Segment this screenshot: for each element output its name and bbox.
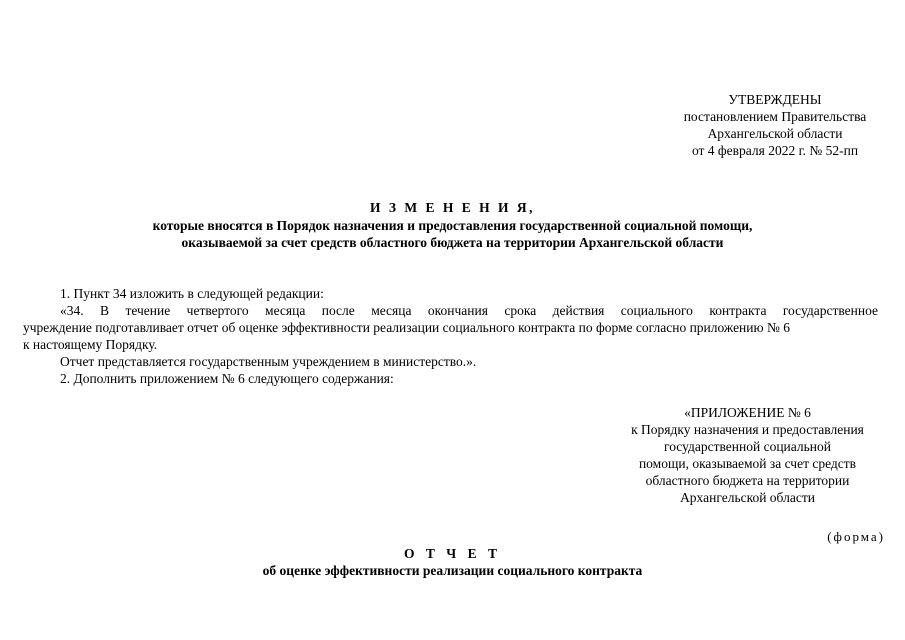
form-label: (форма) xyxy=(827,529,885,544)
changes-subtitle-line: оказываемой за счет средств областного бюджета на территории Архангельской области xyxy=(181,235,724,250)
changes-subtitle-line: которые вносятся в Порядок назначения и предоставления государственной социальной помощи, xyxy=(152,218,753,233)
approved-line: Архангельской области xyxy=(707,126,843,141)
changes-title: И З М Е Н Е Н И Я, xyxy=(369,200,535,215)
approved-heading: УТВЕРЖДЕНЫ xyxy=(728,92,822,107)
appendix-line: областного бюджета на территории xyxy=(645,473,850,488)
appendix-title: «ПРИЛОЖЕНИЕ № 6 xyxy=(684,405,811,420)
item-1: 1. Пункт 34 изложить в следующей редакции: xyxy=(60,286,324,301)
appendix-line: помощи, оказываемой за счет средств xyxy=(638,456,857,471)
appendix-line: к Порядку назначения и предоставления xyxy=(631,422,864,437)
appendix-line: государственной социальной xyxy=(664,439,831,454)
appendix-header xyxy=(600,404,895,506)
report-heading xyxy=(60,545,845,579)
approved-line: постановлением Правительства xyxy=(683,109,867,124)
quote-line: «34. В течение четвертого месяца после месяца окончания срока действия социального контракта государственное xyxy=(60,303,878,318)
report-title: О Т Ч Е Т xyxy=(404,546,501,561)
quote-line: учреждение подготавливает отчет об оценке эффективности реализации социального контракта по форме согласно приложению № 6 xyxy=(23,320,790,335)
document-body xyxy=(23,285,878,387)
report-sentence: Отчет представляется государственным учреждением в министерство.». xyxy=(60,354,477,369)
quote-line: к настоящему Порядку. xyxy=(23,337,158,352)
item-2: 2. Дополнить приложением № 6 следующего содержания: xyxy=(60,371,394,386)
report-subtitle: об оценке эффективности реализации социального контракта xyxy=(262,563,643,578)
changes-heading xyxy=(60,199,845,251)
approved-date: от 4 февраля 2022 г. № 52-пп xyxy=(691,143,859,158)
approval-stamp xyxy=(635,91,905,159)
appendix-line: Архангельской области xyxy=(680,490,815,505)
